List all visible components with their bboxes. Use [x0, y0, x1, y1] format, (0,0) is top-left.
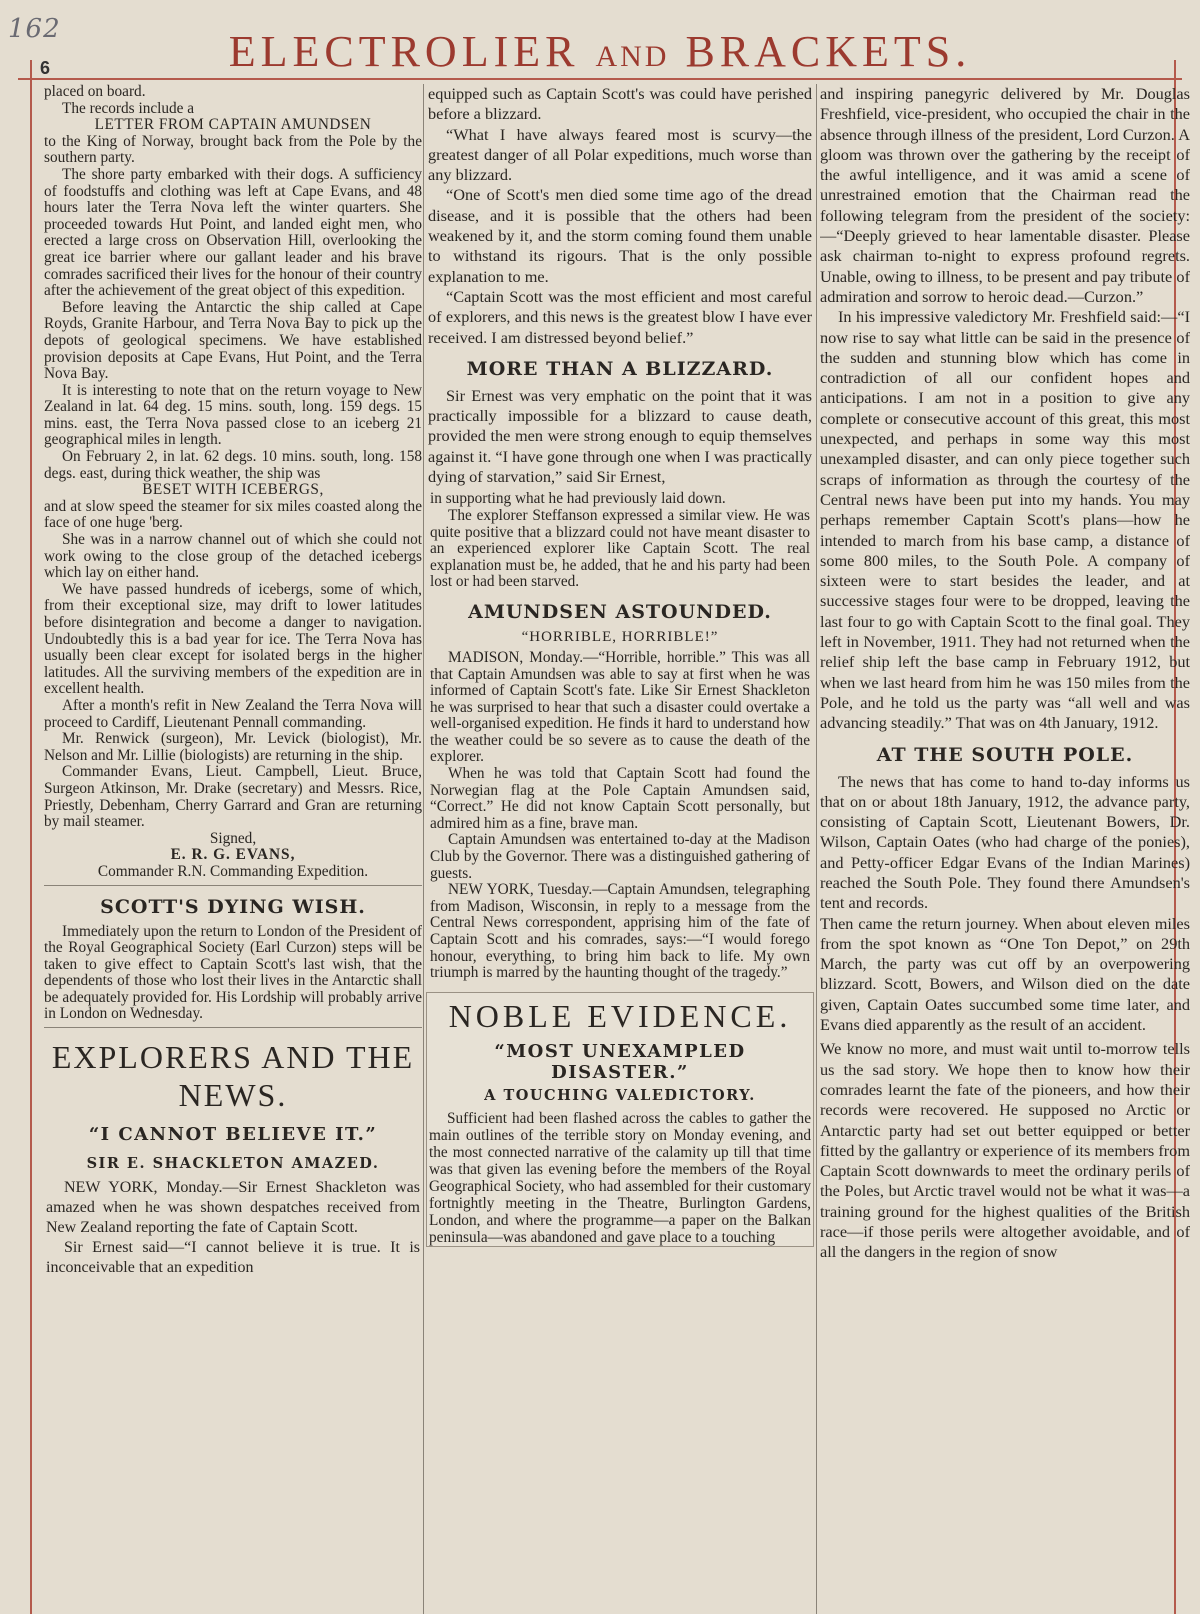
headline-shackleton-amazed: SIR E. SHACKLETON AMAZED.: [86, 1155, 380, 1173]
paragraph: On February 2, in lat. 62 degs. 10 mins. south, long. 158 degs. east, during thick weather, the ship was: [44, 448, 422, 482]
header-word-2: AND: [595, 40, 670, 73]
paragraph: Commander Evans, Lieut. Campbell, Lieut. Bruce, Surgeon Atkinson, Mr. Drake (secretary) and Messrs. Rice, Priestly, Debenham, Cherry Garrard and Gran are returning by mail steamer.: [44, 763, 422, 831]
paragraph: The records include a: [62, 99, 195, 117]
paragraph: Before leaving the Antarctic the ship called at Cape Royds, Granite Harbour, and Terra Nova Bay to pick up the depots of geological specimens. We have established provision deposits at Cape Evans, Hut Point, and the Terra Nova Bay.: [44, 298, 422, 383]
paragraph: “What I have always feared most is scurvy—the greatest danger of all Polar expeditions, much worse than any blizzard.: [428, 124, 812, 185]
column-2: [426, 84, 814, 1614]
subhead: LETTER FROM CAPTAIN AMUNDSEN: [94, 116, 372, 134]
column-3: [820, 84, 1190, 1614]
paragraph: “Captain Scott was the most efficient and most careful of explorers, and this news is the greatest blow I have ever received. I am distressed beyond belief.”: [428, 286, 812, 347]
subhead-horrible: “HORRIBLE, HORRIBLE!”: [521, 628, 719, 645]
paragraph: Captain Amundsen was entertained to-day at the Madison Club by the Governor. There was a distinguished gathering of guests.: [430, 831, 810, 882]
paragraph: The news that has come to hand to-day informs us that on or about 18th January, 1912, the advance party, consisting of Captain Scott, Lieutenant Bowers, Dr. Wilson, Captain Oates (who had charge of the ponies), and Petty-officer Edgar Evans of the Indian Marines) reached the South Pole. They found there Amundsen's tent and records.: [820, 771, 1190, 913]
paragraph: It is interesting to note that on the return voyage to New Zealand in lat. 64 deg. 15 mins. south, long. 159 degs. 15 mins. east, the Terra Nova passed close to an iceberg 21 geographical miles in length.: [44, 381, 422, 449]
noble-evidence-box: [426, 992, 814, 1247]
paragraph: and at slow speed the steamer for six miles coasted along the face of one huge 'berg.: [44, 497, 422, 532]
paragraph: “One of Scott's men died some time ago of the dread disease, and it is possible that the others had been weakened by it, and the storm coming found them unable to withstand its rigours. That is the only possible explanation to me.: [428, 185, 812, 286]
paragraph: in supporting what he had previously laid down.: [430, 490, 726, 508]
paragraph: The explorer Steffanson expressed a similar view. He was quite positive that a blizzard could not have meant disaster to an experienced explorer like Captain Scott. The real explanation must be, he added, that he and his party had been lost or had been starved.: [430, 506, 810, 591]
paragraph: equipped such as Captain Scott's was could have perished before a blizzard.: [428, 84, 812, 124]
headline-dying-wish: SCOTT'S DYING WISH.: [100, 895, 366, 918]
headline-south-pole: AT THE SOUTH POLE.: [876, 743, 1134, 766]
header-word-1: ELECTROLIER: [228, 27, 580, 76]
handwritten-page-note: 162: [8, 14, 61, 44]
section-rule: [44, 885, 422, 886]
paragraph: MADISON, Monday.—“Horrible, horrible.” This was all that Captain Amundsen was able to say at first when he was informed of Captain Scott's fate. Like Sir Ernest Shackleton he was surprised to hear that such a disaster could overtake a well-organised expedition. He finds it hard to understand how the weather could be so severe as to cause the death of the explorer.: [430, 648, 810, 766]
paragraph: She was in a narrow channel out of which she could not work owing to the close group of the detached icebergs which lay on either hand.: [44, 531, 422, 582]
signed-line: Signed,: [209, 829, 257, 847]
header-rule: [18, 78, 1182, 80]
page-header-title: [0, 26, 1200, 77]
paragraph: to the King of Norway, brought back from the Pole by the southern party.: [44, 132, 422, 167]
paragraph: NEW YORK, Monday.—Sir Ernest Shackleton was amazed when he was shown despatches received from New Zealand reporting the fate of Captain Scott.: [46, 1179, 420, 1237]
headline-explorers-news: EXPLORERS AND THE NEWS.: [51, 1039, 415, 1114]
subhead: BESET WITH ICEBERGS,: [142, 481, 324, 499]
column-1: [44, 84, 422, 1614]
paragraph: Sir Ernest was very emphatic on the point that it was practically impossible for a blizzard to cause death, provided the men were strong enough to equip themselves against it. “I have gone through one when I was practically dying of starvation,” said Sir Ernest,: [428, 385, 812, 487]
column-divider: [816, 84, 817, 1614]
paragraph: Sufficient had been flashed across the cables to gather the main outlines of the terrible story on Monday evening, and the most connected narrative of the calamity up till that time was that given las evening before the members of the Royal Geographical Society, who had assembled for their customary fortnightly meeting in the Theatre, Burlington Gardens, London, and where the programme—a paper on the Balkan peninsula—was abandoned and gave place to a touching: [429, 1109, 811, 1246]
section-rule: [44, 1027, 422, 1028]
page-number: 6: [40, 58, 51, 78]
paragraph: NEW YORK, Tuesday.—Captain Amundsen, telegraphing from Madison, Wisconsin, in reply to a message from the Central News correspondent, apprising him of the fate of Captain Scott and his comrades, says:—“I would forego honour, everything, to bring him back to life. My own triumph is marred by the haunting thought of the tragedy.”: [430, 881, 810, 982]
paragraph: Immediately upon the return to London of the President of the Royal Geographical Society (Earl Curzon) steps will be taken to give effect to Captain Scott's last wish, that the dependents of those who lost their lives in the Antarctic shall be adequately provided for. His Lordship will probably arrive in London on Wednesday.: [44, 922, 422, 1023]
headline-noble-evidence: NOBLE EVIDENCE.: [448, 997, 792, 1034]
paragraph: placed on board.: [44, 84, 146, 100]
headline-cannot-believe: “I CANNOT BELIEVE IT.”: [88, 1124, 378, 1146]
paragraph: Sir Ernest said—“I cannot believe it is true. It is inconceivable that an expedition: [46, 1239, 420, 1277]
paragraph: The shore party embarked with their dogs. A sufficiency of foodstuffs and clothing was left at Cape Evans, and 48 hours later the Terra Nova left the winter quarters. She proceeded towards Hut Point, and landed eight men, who erected a large cross on Observation Hill, overlooking the great ice barrier where our gallant leader and his brave comrades sacrificed their lives for the honour of their country after the achievement of the great object of this expedition.: [44, 165, 422, 300]
header-word-3: BRACKETS.: [685, 27, 972, 76]
left-margin-rule: [30, 60, 32, 1614]
headline-amundsen-astounded: AMUNDSEN ASTOUNDED.: [468, 600, 772, 623]
paragraph: Then came the return journey. When about eleven miles from the spot known as “One Ton Depot,” on 29th March, the party was cut off by an overpowering blizzard. Scott, Bowers, and Wilson died on the date given, Captain Oates succumbed some time later, and Evans died apparently as the result of an accident.: [820, 913, 1190, 1035]
column-divider: [423, 84, 424, 1614]
signer-title: Commander R.N. Commanding Expedition.: [97, 862, 369, 880]
paragraph: When he was told that Captain Scott had found the Norwegian flag at the Pole Captain Amundsen said, “Correct.” He did not know Captain Scott personally, but admired him as a fine, brave man.: [430, 765, 810, 832]
paragraph: and inspiring panegyric delivered by Mr. Douglas Freshfield, vice-president, who occupied the chair in the absence through illness of the president, Lord Curzon. A gloom was thrown over the gathering by the receipt of the awful intelligence, and it was amid a scene of unrestrained emotion that the Chairman read the following telegram from the president of the society:—“Deeply grieved to hear lamentable disaster. Please ask chairman to-night to express profound regrets. Unable, owing to illness, to be present and pay tribute of admiration and sorrow to heroic dead.—Curzon.”: [820, 84, 1190, 306]
headline-touching-valedictory: A TOUCHING VALEDICTORY.: [484, 1086, 756, 1104]
headline-unexampled-disaster: “MOST UNEXAMPLED DISASTER.”: [494, 1040, 746, 1083]
headline-more-than-blizzard: MORE THAN A BLIZZARD.: [466, 357, 774, 380]
paragraph: Mr. Renwick (surgeon), Mr. Levick (biologist), Mr. Nelson and Mr. Lillie (biologists) are returning in the ship.: [44, 730, 422, 764]
paragraph: We know no more, and must wait until to-morrow tells us the sad story. We hope then to know how their comrades learnt the fate of the pioneers, and how their records were recovered. He supposed no Arctic or Antarctic party had set out better equipped or better fitted by the gallantry or experience of its members from Captain Scott downwards to meet the ordinary perils of the Poles, but Arctic travel would not be what it was—a training ground for the highest qualities of the British race—if those perils were altogether avoidable, and of all the dangers in the region of snow: [820, 1039, 1190, 1262]
paragraph: In his impressive valedictory Mr. Freshfield said:—“I now rise to say what little can be said in the presence of the sudden and stunning blow which has come in contradiction of all our confident hopes and anticipations. I am not in a position to give any complete or consecutive account of this great, this most unexpected, and perhaps in some way this most unexampled disaster, and can only piece together such scraps of information as through the courtesy of the Central news have been put into my hands. You may perhaps remember Captain Scott's plans—how he intended to march from his base camp, a distance of some 800 miles, to the South Pole. A company of sixteen were to start besides the leader, and at successive stages four were to be dropped, leaving the last four to go with Captain Scott to the final goal. They left in November, 1911. They had not returned when the relief ship left the base camp in February 1912, but when we last heard from him he was 150 miles from the Pole, and he told us the party was “all well and was advancing steadily.” That was on 4th January, 1912.: [820, 307, 1190, 733]
signer-name: E. R. G. EVANS,: [170, 846, 296, 864]
paragraph: After a month's refit in New Zealand the Terra Nova will proceed to Cardiff, Lieutenant Pennall commanding.: [44, 696, 422, 731]
paragraph: We have passed hundreds of icebergs, some of which, from their exceptional size, may drift to lower latitudes before disintegration and become a danger to navigation. Undoubtedly this is a bad year for ice. The Terra Nova has usually been clear except for isolated bergs in the higher latitudes. All the surviving members of the expedition are in excellent health.: [44, 580, 422, 698]
